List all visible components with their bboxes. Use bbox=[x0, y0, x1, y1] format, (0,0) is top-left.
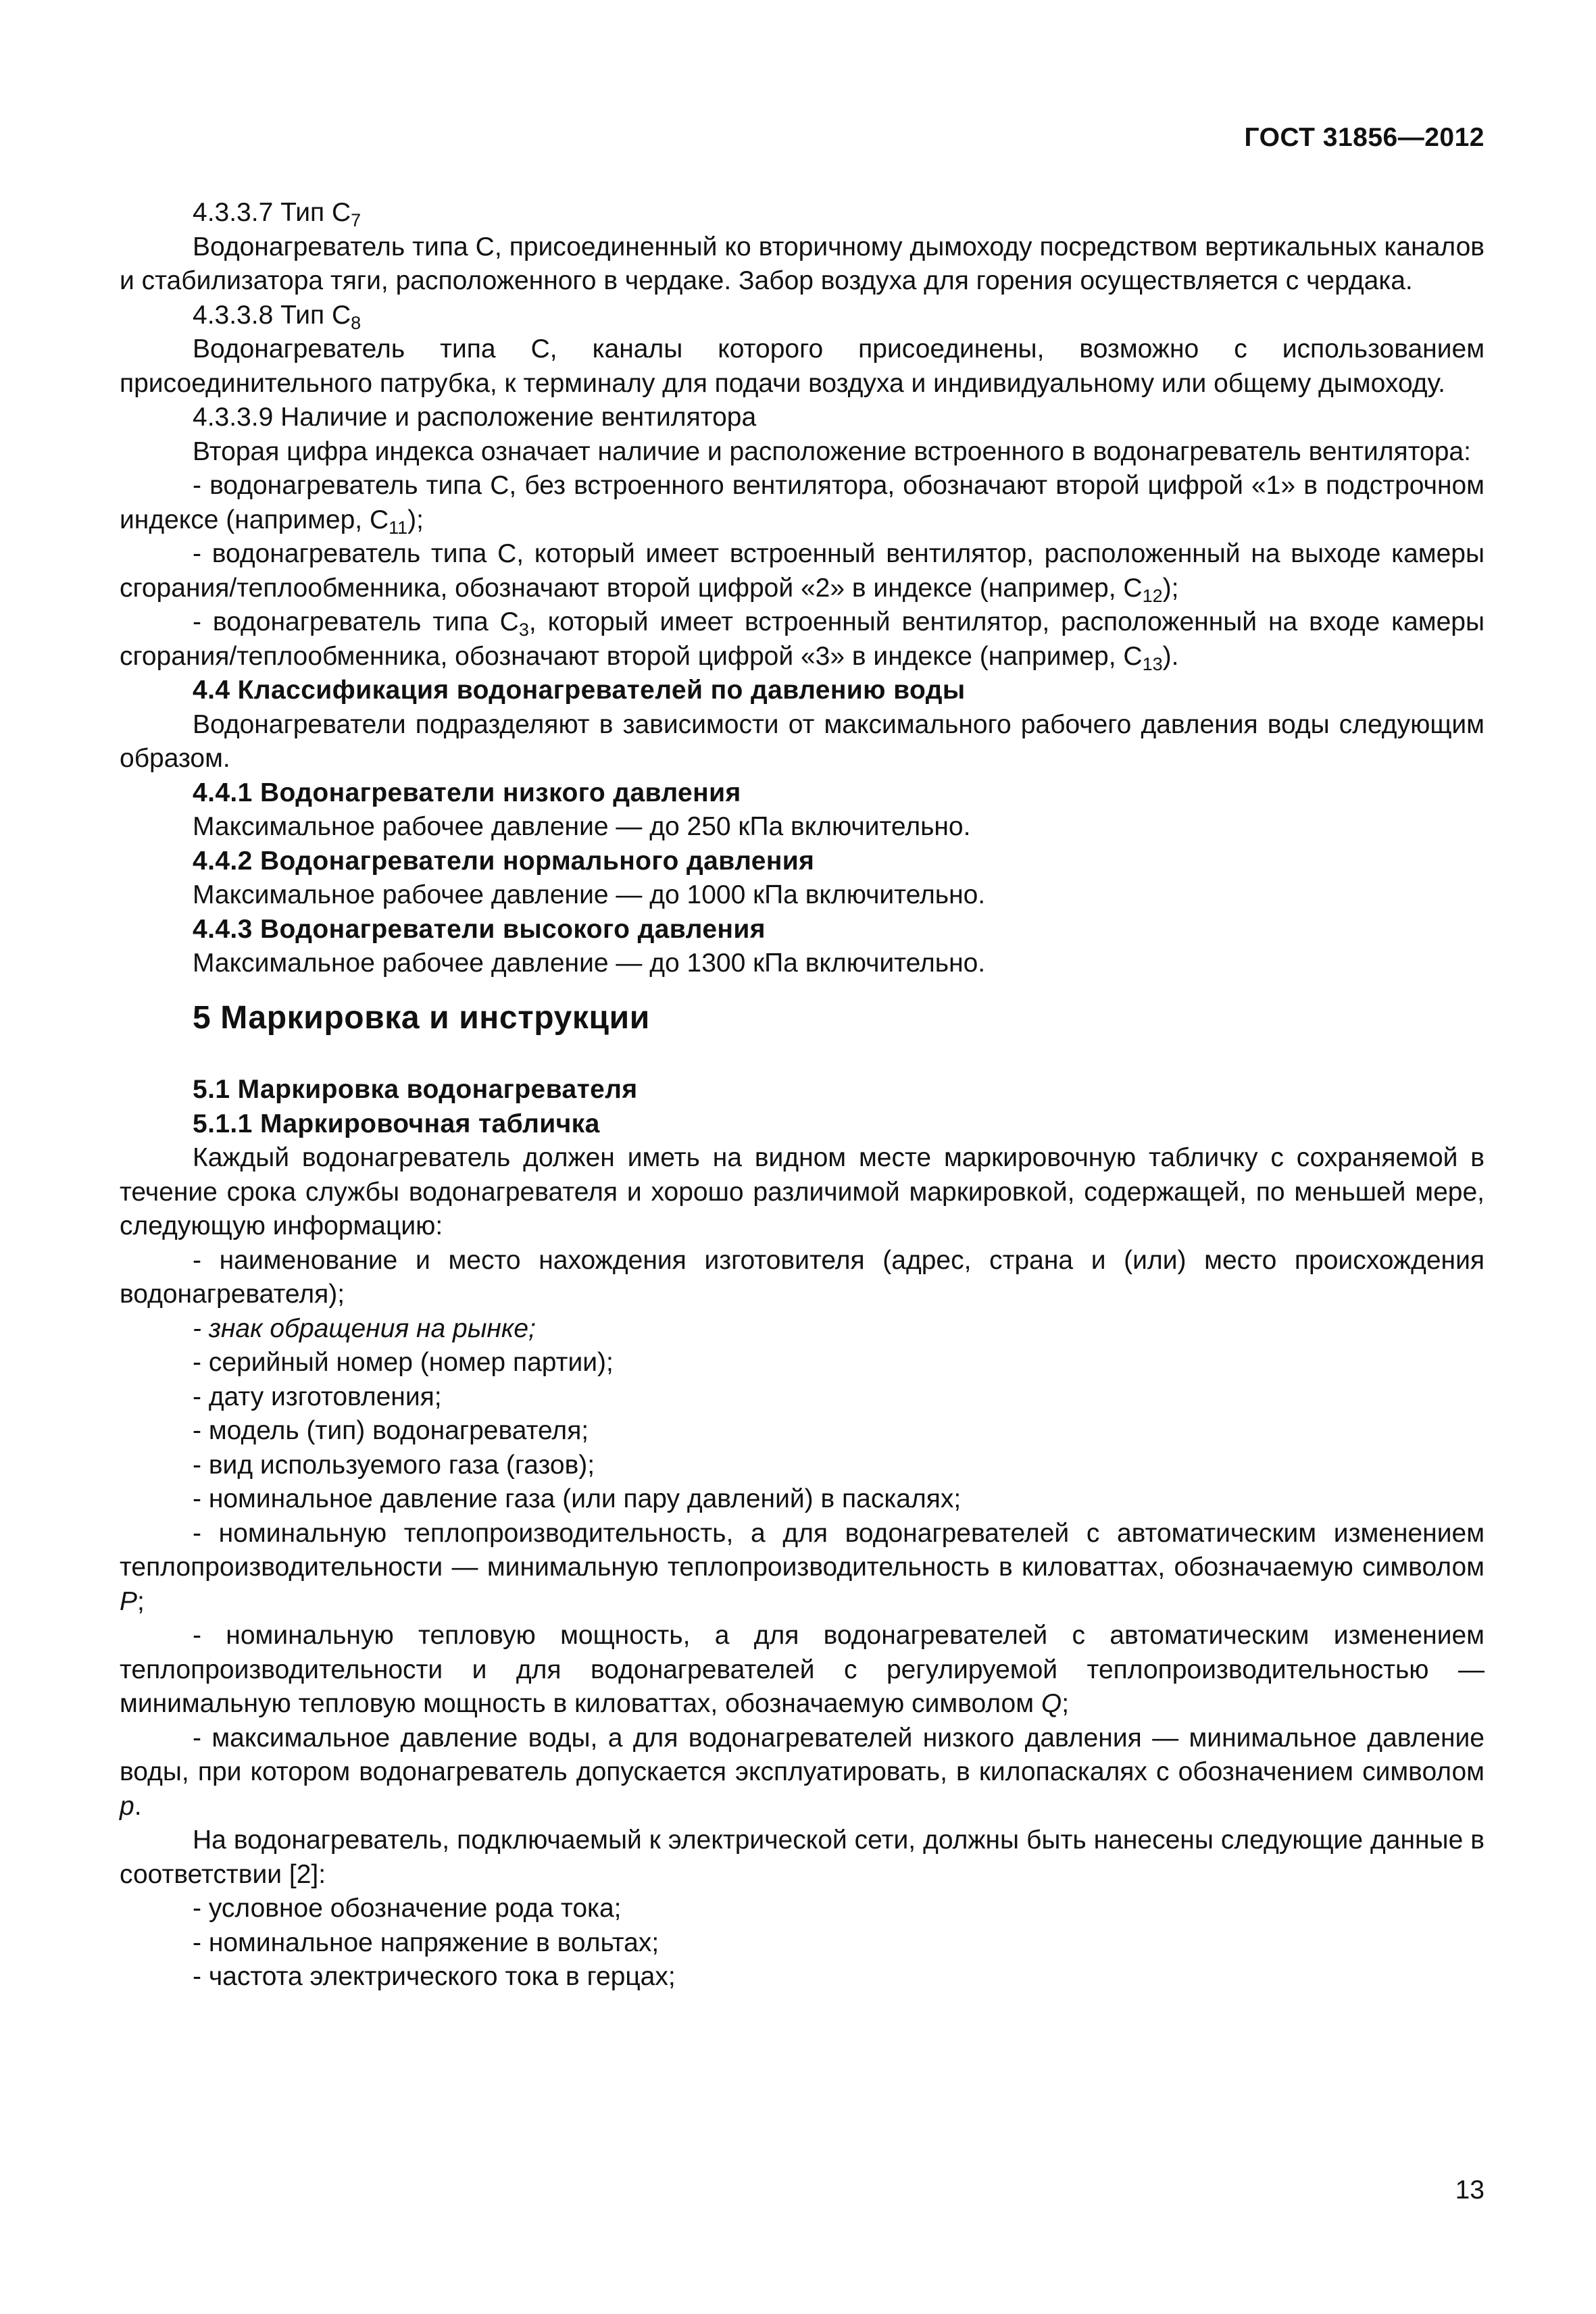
paragraph-electric-intro: На водонагреватель, подключаемый к электрической сети, должны быть нанесены следующие данные в соответствии [2]: bbox=[120, 1826, 1485, 1889]
heading-4-4-2: 4.4.2 Водонагреватели нормального давления bbox=[193, 846, 815, 876]
list-item-electric: - условное обозначение рода тока; bbox=[193, 1894, 622, 1923]
list-item-marking: - наименование и место нахождения изготовителя (адрес, страна и (или) место происхождения водонагревателя); bbox=[120, 1245, 1485, 1309]
page-number: 13 bbox=[1455, 2175, 1485, 2205]
list-item-marking: - модель (тип) водонагревателя; bbox=[193, 1416, 589, 1445]
paragraph-4-4-3: Максимальное рабочее давление — до 1300 кПа включительно. bbox=[193, 949, 986, 978]
heading-5-1-1: 5.1.1 Маркировочная табличка bbox=[193, 1109, 600, 1138]
list-item-marking-q: - номинальную тепловую мощность, а для водонагревателей с автоматическим изменением теплопроизводительности и для водонагревателей с регулируемой теплопроизводительностью — минимальную тепловую мощность в киловаттах, обозначаемую символом Q; bbox=[120, 1621, 1485, 1718]
list-item-marking: - номинальное давление газа (или пару давлений) в паскалях; bbox=[193, 1484, 962, 1513]
heading-4-4: 4.4 Классификация водонагревателей по давлению воды bbox=[193, 676, 966, 705]
list-item-marking: - серийный номер (номер партии); bbox=[193, 1348, 614, 1377]
list-item-marking: - дату изготовления; bbox=[193, 1382, 442, 1411]
paragraph-4-3-3-8: Водонагреватель типа С, каналы которого присоединены, возможно с использованием присоединительного патрубка, к терминалу для подачи воздуха и индивидуальному или общему дымоходу. bbox=[120, 334, 1485, 398]
page-content bbox=[120, 196, 1485, 1994]
list-item-fan-1: - водонагреватель типа С, без встроенного вентилятора, обозначают второй цифрой «1» в подстрочном индексе (например, $C_{11}$); bbox=[120, 471, 1485, 538]
paragraph-4-3-3-9-intro: Вторая цифра индекса означает наличие и расположение встроенного в водонагреватель вентилятора: bbox=[193, 436, 1471, 466]
standard-number-header: ГОСТ 31856—2012 bbox=[1244, 123, 1485, 152]
heading-4-4-3: 4.4.3 Водонагреватели высокого давления bbox=[193, 914, 766, 944]
paragraph-4-4-2: Максимальное рабочее давление — до 1000 кПа включительно. bbox=[193, 880, 986, 909]
heading-4-3-3-7: 4.3.3.7 Тип $C_7$ bbox=[193, 198, 361, 230]
list-item-marking-pressure: - максимальное давление воды, а для водонагревателей низкого давления — минимальное давление воды, при котором водонагреватель допускается эксплуатировать, в килопаскалях с обозначением символом p. bbox=[120, 1723, 1485, 1821]
heading-5-1: 5.1 Маркировка водонагревателя bbox=[193, 1075, 638, 1104]
list-item-fan-2: - водонагреватель типа С, который имеет встроенный вентилятор, расположенный на выходе камеры сгорания/теплообменника, обозначают второй цифрой «2» в индексе (например, $C_{12}$); bbox=[120, 539, 1485, 606]
list-item-electric: - номинальное напряжение в вольтах; bbox=[193, 1928, 659, 1957]
heading-4-3-3-9: 4.3.3.9 Наличие и расположение вентилятора bbox=[193, 403, 757, 432]
paragraph-4-3-3-7: Водонагреватель типа С, присоединенный ко вторичному дымоходу посредством вертикальных каналов и стабилизатора тяги, расположенного в чердаке. Забор воздуха для горения осуществляется с чердака. bbox=[120, 232, 1485, 295]
list-item-marking: - знак обращения на рынке; bbox=[193, 1313, 536, 1343]
list-item-electric: - частота электрического тока в герцах; bbox=[193, 1962, 676, 1991]
heading-4-3-3-8: 4.3.3.8 Тип $C_8$ bbox=[193, 300, 361, 333]
section-5-heading: 5 Маркировка и инструкции bbox=[193, 999, 650, 1036]
heading-4-4-1: 4.4.1 Водонагреватели низкого давления bbox=[193, 778, 741, 807]
list-item-marking-p: - номинальную теплопроизводительность, а для водонагревателей с автоматическим изменением теплопроизводительности — минимальную теплопроизводительность в киловаттах, обозначаемую символом P; bbox=[120, 1518, 1485, 1616]
paragraph-4-4: Водонагреватели подразделяют в зависимости от максимального рабочего давления воды следующим образом. bbox=[120, 709, 1485, 773]
list-item-marking: - вид используемого газа (газов); bbox=[193, 1450, 595, 1480]
paragraph-4-4-1: Максимальное рабочее давление — до 250 кПа включительно. bbox=[193, 812, 971, 841]
paragraph-5-1-1-intro: Каждый водонагреватель должен иметь на видном месте маркировочную табличку с сохраняемой в течение срока службы водонагревателя и хорошо различимой маркировкой, содержащей, по меньшей мере, следующую информацию: bbox=[120, 1143, 1485, 1240]
list-item-fan-3: - водонагреватель типа $C_3$, который имеет встроенный вентилятор, расположенный на входе камеры сгорания/теплообменника, обозначают второй цифрой «3» в индексе (например, $C_{13}$). bbox=[120, 607, 1485, 674]
